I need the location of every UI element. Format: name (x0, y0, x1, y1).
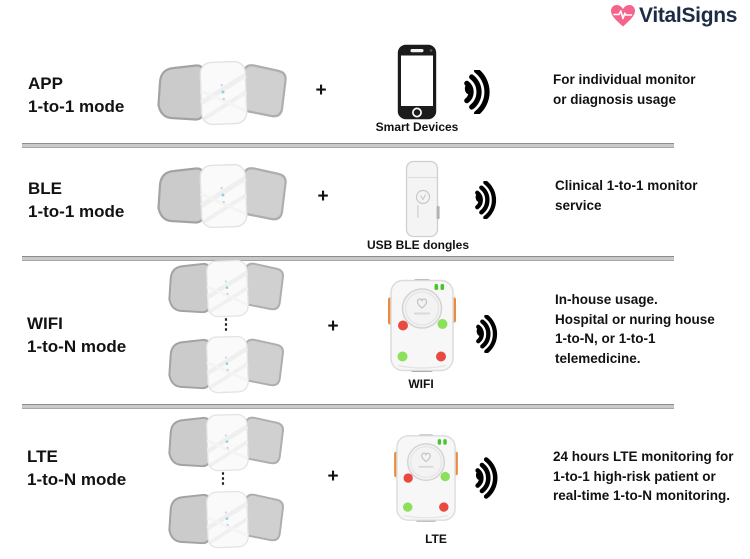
desc-line: or diagnosis usage (553, 91, 677, 107)
sensor-patch-icon (164, 413, 290, 472)
row-separator (22, 404, 674, 409)
plus-sign: + (315, 80, 327, 101)
wireless-signal-icon (458, 70, 504, 114)
device-label: LTE (425, 532, 447, 546)
mode-type: 1-to-N mode (27, 337, 127, 356)
lte-gateway-icon (394, 433, 458, 523)
plus-sign: + (327, 466, 339, 487)
wifi-gateway-icon (388, 277, 456, 374)
row-separator (22, 256, 674, 261)
mode-label-ble (28, 177, 124, 223)
plus-sign: + (327, 316, 339, 337)
plus-sign: + (317, 186, 329, 207)
desc-line: service (555, 197, 602, 213)
device-label: USB BLE dongles (366, 238, 469, 252)
brand-name: VitalSigns (639, 4, 738, 27)
desc-line: real-time 1-to-N monitoring. (553, 488, 731, 503)
mode-label-wifi (27, 312, 126, 358)
desc-line: 1-to-1 high-risk patient or (553, 468, 716, 484)
row-description (553, 70, 696, 109)
wireless-signal-icon (470, 457, 510, 499)
mode-type: 1-to-1 mode (28, 202, 125, 221)
mode-name: WIFI (27, 314, 63, 333)
mode-type: 1-to-N mode (27, 470, 127, 489)
row-separator (22, 143, 674, 148)
sensor-patch-icon (164, 335, 290, 394)
sensor-patch-icon (164, 490, 290, 549)
sensor-patch-icon (153, 60, 293, 126)
sensor-patch-icon (164, 259, 290, 318)
desc-line: telemedicine. (555, 350, 641, 366)
desc-line: In-house usage. (555, 292, 658, 307)
sensor-patch-icon (153, 163, 293, 229)
smartphone-icon (397, 44, 437, 120)
device-label: WIFI (408, 377, 434, 391)
mode-name: LTE (27, 447, 58, 466)
mode-name: APP (28, 74, 63, 93)
desc-line: 1-to-N, or 1-to-1 (555, 331, 656, 346)
row-description (553, 447, 734, 506)
mode-label-app (28, 72, 124, 118)
wireless-signal-icon (470, 181, 508, 219)
desc-line: For individual monitor (553, 72, 696, 87)
more-patches-ellipsis: ⋮ (215, 470, 231, 487)
mode-type: 1-to-1 mode (28, 97, 125, 116)
heart-pulse-icon (610, 4, 636, 28)
mode-name: BLE (28, 179, 62, 198)
usb-dongle-icon (404, 160, 440, 238)
wireless-signal-icon (471, 315, 509, 353)
row-description (555, 176, 698, 215)
more-patches-ellipsis: ⋮ (218, 316, 234, 333)
brand-logo (610, 4, 737, 28)
desc-line: Clinical 1-to-1 monitor (555, 178, 698, 193)
mode-label-lte (27, 445, 126, 491)
device-label: Smart Devices (375, 120, 459, 134)
desc-line: 24 hours LTE monitoring for (553, 449, 734, 464)
desc-line: Hospital or nuring house (555, 311, 715, 327)
row-description (555, 290, 715, 368)
